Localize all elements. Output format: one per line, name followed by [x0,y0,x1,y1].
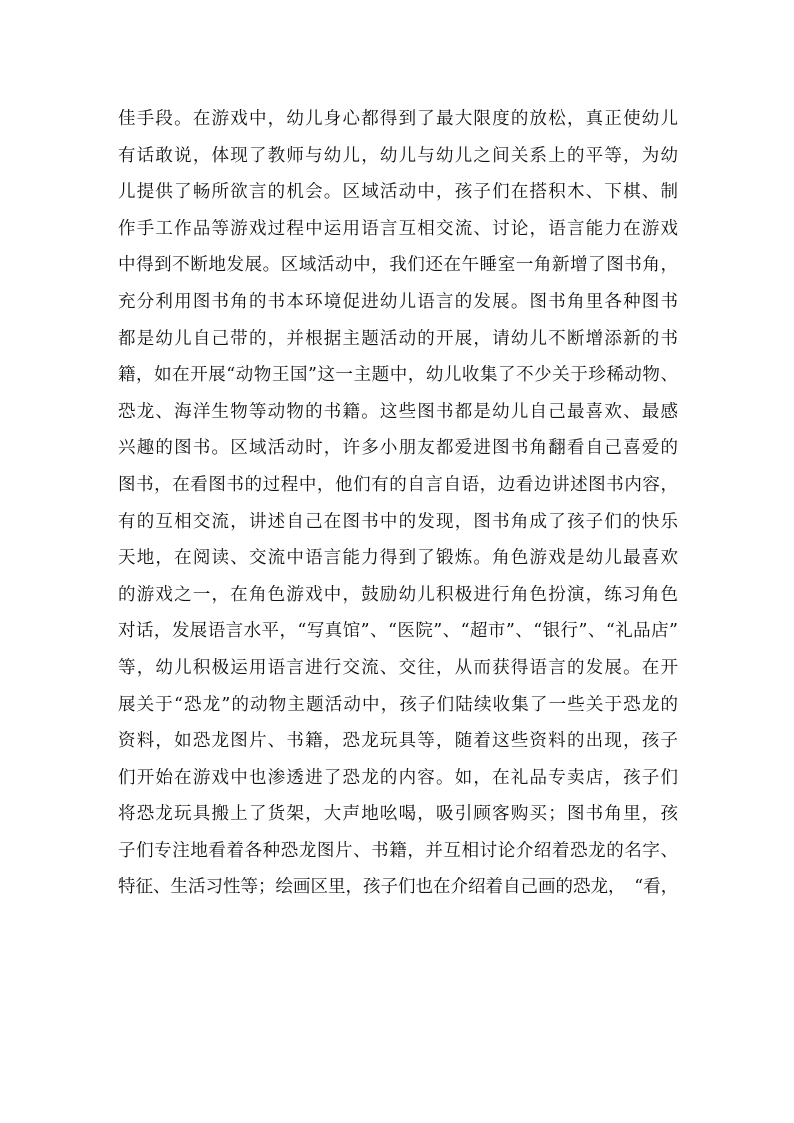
text-line-2: 有话敢说，体现了教师与幼儿，幼儿与幼儿之间关系上的平等，为幼 [118,145,678,166]
text-line-4: 作手工作品等游戏过程中运用语言互相交流、讨论，语言能力在游戏 [118,218,678,239]
text-line-5: 中得到不断地发展。区域活动中，我们还在午睡室一角新增了图书角， [118,255,678,276]
text-line-10: 兴趣的图书。区域活动时，许多小朋友都爱进图书角翻看自己喜爱的 [118,438,678,459]
text-line-21: 子们专注地看着各种恐龙图片、书籍，并互相讨论介绍着恐龙的名字、 [118,840,678,861]
text-line-22: 特征、生活习性等；绘画区里，孩子们也在介绍着自己画的恐龙， “看， [118,877,678,898]
text-line-6: 充分利用图书角的书本环境促进幼儿语言的发展。图书角里各种图书 [118,291,678,312]
text-line-12: 有的互相交流，讲述自己在图书中的发现，图书角成了孩子们的快乐 [118,511,678,532]
text-line-16: 等，幼儿积极运用语言进行交流、交往，从而获得语言的发展。在开 [118,657,678,678]
text-line-14: 的游戏之一，在角色游戏中，鼓励幼儿积极进行角色扮演，练习角色 [118,584,678,605]
text-line-8: 籍，如在开展“动物王国”这一主题中，幼儿收集了不少关于珍稀动物、 [118,365,678,386]
text-line-17: 展关于“恐龙”的动物主题活动中，孩子们陆续收集了一些关于恐龙的 [118,694,678,715]
text-line-11: 图书，在看图书的过程中，他们有的自言自语，边看边讲述图书内容， [118,474,678,495]
body-text [118,101,678,906]
text-line-7: 都是幼儿自己带的，并根据主题活动的开展，请幼儿不断增添新的书 [118,328,678,349]
text-line-18: 资料，如恐龙图片、书籍，恐龙玩具等，随着这些资料的出现，孩子 [118,731,678,752]
text-line-9: 恐龙、海洋生物等动物的书籍。这些图书都是幼儿自己最喜欢、最感 [118,401,678,422]
text-line-20: 将恐龙玩具搬上了货架，大声地吆喝，吸引顾客购买；图书角里，孩 [118,804,678,825]
text-line-13: 天地，在阅读、交流中语言能力得到了锻炼。角色游戏是幼儿最喜欢 [118,548,678,569]
text-line-15: 对话，发展语言水平，“写真馆”、“医院”、“超市”、“银行”、“礼品店” [118,621,678,642]
text-line-19: 们开始在游戏中也渗透进了恐龙的内容。如，在礼品专卖店，孩子们 [118,767,678,788]
text-line-1: 佳手段。在游戏中，幼儿身心都得到了最大限度的放松，真正使幼儿 [118,109,678,129]
text-line-3: 儿提供了畅所欲言的机会。区域活动中，孩子们在搭积木、下棋、制 [118,182,678,203]
